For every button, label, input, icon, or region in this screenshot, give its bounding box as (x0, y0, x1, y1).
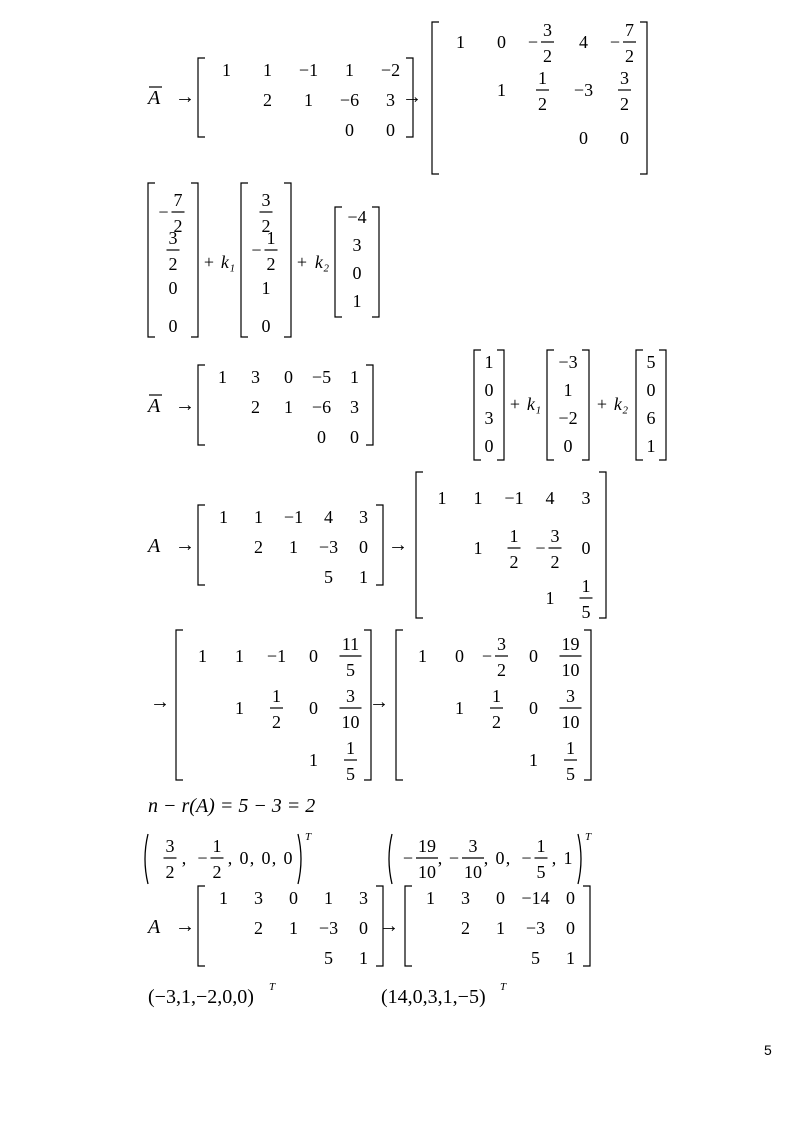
matrix-entry: 3 (350, 397, 359, 417)
left-bracket (198, 505, 205, 585)
plus-sign: + (296, 252, 308, 272)
arrow-symbol: → (379, 915, 399, 937)
arrow-symbol: → (369, 691, 389, 713)
matrix-symbol: A (148, 916, 161, 938)
matrix-entry: 1 (345, 60, 354, 80)
matrix-symbol: A (148, 535, 161, 557)
matrix-entry: 1 (473, 488, 483, 508)
matrix-entry: −1 (266, 646, 287, 666)
matrix-entry: 0 (168, 278, 178, 298)
fraction-denominator: 5 (346, 764, 355, 784)
matrix-entry: −3 (318, 537, 339, 557)
fraction-numerator: 1 (566, 738, 575, 758)
fraction-denominator: 2 (620, 94, 629, 114)
left-bracket (176, 630, 183, 780)
matrix-entry: 1 (350, 367, 359, 387)
matrix-entry: 0 (497, 32, 506, 52)
fraction-numerator: 3 (468, 836, 478, 856)
left-bracket (416, 472, 423, 618)
fraction-denominator: 10 (464, 862, 482, 882)
left-bracket (547, 350, 554, 460)
left-bracket (198, 886, 205, 966)
fraction-denominator: 2 (266, 254, 276, 274)
fraction-numerator: 7 (173, 190, 183, 210)
matrix-entry: 3 (352, 235, 362, 255)
matrix-entry: 1 (198, 646, 207, 666)
matrix-entry: 3 (359, 888, 368, 908)
matrix-entry: 0 (566, 888, 575, 908)
matrix-entry: 1 (254, 507, 263, 527)
matrix-entry: 1 (235, 698, 244, 718)
matrix-entry: 0 (350, 427, 359, 447)
tuple-text: (14,0,3,1,−5) (381, 986, 486, 1008)
fraction-numerator: 1 (538, 68, 547, 88)
plus-sign: + (509, 394, 521, 414)
arrow-symbol: → (175, 915, 195, 937)
fraction-denominator: 2 (543, 46, 552, 66)
matrix-entry: 1 (289, 918, 298, 938)
fraction-numerator: 1 (509, 526, 519, 546)
matrix-entry: 1 (563, 848, 573, 868)
matrix-entry: 3 (581, 488, 591, 508)
right-bracket (284, 183, 291, 337)
comma: , (437, 848, 443, 868)
left-bracket (405, 886, 412, 966)
transpose-sup: T (268, 981, 276, 993)
matrix-entry: −4 (347, 207, 367, 227)
left-bracket (148, 183, 155, 337)
comma: , (227, 848, 233, 868)
matrix-entry: − (535, 538, 546, 558)
matrix-entry: 1 (426, 888, 435, 908)
fraction-numerator: 19 (418, 836, 436, 856)
coefficient: k₁ (220, 252, 236, 272)
matrix-entry: 1 (352, 291, 362, 311)
matrix-entry: −1 (504, 488, 524, 508)
comma: , (181, 848, 187, 868)
matrix-entry: 1 (456, 32, 465, 52)
matrix-entry: 0 (484, 436, 494, 456)
fraction-numerator: 3 (346, 686, 355, 706)
matrix-entry: 1 (219, 888, 228, 908)
right-paren (298, 834, 301, 884)
coefficient: k₂ (314, 252, 330, 272)
plus-sign: + (203, 252, 215, 272)
matrix-entry: 0 (581, 538, 591, 558)
coefficient: k₂ (613, 394, 629, 414)
matrix-entry: 0 (352, 263, 362, 283)
matrix-entry: 0 (495, 848, 505, 868)
fraction-numerator: 11 (341, 634, 360, 654)
matrix-entry: 4 (579, 32, 588, 52)
matrix-entry: −5 (311, 367, 332, 387)
fraction-denominator: 10 (341, 712, 360, 732)
fraction-denominator: 2 (173, 216, 183, 236)
matrix-symbol: A (148, 395, 161, 417)
comma: , (249, 848, 255, 868)
matrix-entry: 0 (261, 316, 271, 336)
matrix-entry: −3 (318, 918, 339, 938)
tuple-text: (−3,1,−2,0,0) (148, 986, 254, 1008)
matrix-entry: 3 (254, 888, 263, 908)
fraction-denominator: 2 (261, 216, 271, 236)
matrix-entry: −1 (298, 60, 319, 80)
left-bracket (396, 630, 403, 780)
matrix-entry: 1 (304, 90, 313, 110)
matrix-entry: 0 (317, 427, 326, 447)
matrix-entry: 1 (437, 488, 447, 508)
matrix-entry: 0 (496, 888, 505, 908)
right-paren (578, 834, 581, 884)
arrow-symbol: → (175, 86, 195, 108)
matrix-entry: 0 (563, 436, 573, 456)
arrow-symbol: → (388, 534, 408, 556)
matrix-entry: 1 (218, 367, 227, 387)
matrix-entry: 0 (455, 646, 464, 666)
matrix-entry: 0 (620, 128, 629, 148)
matrix-entry: 0 (168, 316, 178, 336)
matrix-entry: 4 (324, 507, 333, 527)
left-bracket (198, 58, 205, 137)
arrow-symbol: → (150, 691, 170, 713)
left-bracket (335, 207, 342, 317)
fraction-numerator: 1 (581, 576, 591, 596)
right-bracket (582, 350, 589, 460)
matrix-entry: − (521, 848, 532, 868)
matrix-entry: − (251, 240, 262, 260)
fraction-numerator: 3 (497, 634, 506, 654)
left-bracket (432, 22, 439, 174)
fraction-denominator: 2 (212, 862, 222, 882)
left-paren (389, 834, 392, 884)
matrix-entry: 5 (324, 948, 333, 968)
matrix-entry: 1 (529, 750, 538, 770)
matrix-entry: 5 (324, 567, 333, 587)
matrix-entry: 0 (646, 380, 656, 400)
matrix-entry: −3 (525, 918, 546, 938)
matrix-entry: 2 (254, 537, 263, 557)
matrix-entry: − (158, 202, 169, 222)
fraction-denominator: 5 (536, 862, 546, 882)
matrix-entry: −3 (558, 352, 578, 372)
fraction-numerator: 7 (625, 20, 634, 40)
matrix-entry: −14 (521, 888, 550, 908)
matrix-entry: 1 (261, 278, 271, 298)
right-bracket (599, 472, 606, 618)
matrix-entry: 1 (563, 380, 573, 400)
matrix-entry: −2 (558, 408, 578, 428)
matrix-entry: 6 (646, 408, 656, 428)
fraction-denominator: 2 (625, 46, 634, 66)
matrix-entry: 0 (309, 646, 318, 666)
right-bracket (640, 22, 647, 174)
matrix-entry: 1 (263, 60, 272, 80)
fraction-denominator: 5 (346, 660, 355, 680)
left-bracket (636, 350, 643, 460)
fraction-denominator: 5 (566, 764, 575, 784)
fraction-denominator: 2 (272, 712, 281, 732)
matrix-entry: 1 (455, 698, 464, 718)
right-bracket (659, 350, 666, 460)
comma: , (483, 848, 489, 868)
matrix-entry: −1 (283, 507, 304, 527)
plus-sign: + (596, 394, 608, 414)
fraction-numerator: 1 (536, 836, 546, 856)
fraction-denominator: 10 (418, 862, 436, 882)
matrix-entry: − (197, 848, 208, 868)
matrix-symbol: A (148, 87, 161, 109)
matrix-entry: 1 (497, 80, 506, 100)
transpose-sup: T (499, 981, 507, 993)
matrix-entry: 5 (646, 352, 656, 372)
matrix-entry: 1 (646, 436, 656, 456)
matrix-entry: 0 (359, 537, 368, 557)
matrix-entry: − (448, 848, 460, 868)
matrix-entry: − (402, 848, 414, 868)
matrix-entry: 0 (566, 918, 575, 938)
fraction-numerator: 3 (550, 526, 560, 546)
matrix-entry: −2 (380, 60, 401, 80)
coefficient: k₁ (526, 394, 542, 414)
left-bracket (241, 183, 248, 337)
matrix-entry: 0 (386, 120, 395, 140)
fraction-denominator: 2 (165, 862, 175, 882)
fraction-numerator: 1 (212, 836, 222, 856)
matrix-entry: 0 (284, 367, 293, 387)
transpose-sup: T (304, 831, 312, 843)
matrix-entry: −6 (339, 90, 360, 110)
matrix-entry: 3 (386, 90, 395, 110)
matrix-entry: 1 (484, 352, 494, 372)
fraction-numerator: 1 (272, 686, 281, 706)
matrix-entry: 3 (251, 367, 260, 387)
matrix-entry: 0 (283, 848, 293, 868)
fraction-numerator: 1 (266, 228, 276, 248)
matrix-entry: 1 (309, 750, 318, 770)
fraction-denominator: 2 (509, 552, 519, 572)
matrix-entry: 1 (473, 538, 483, 558)
fraction-numerator: 3 (566, 686, 575, 706)
matrix-entry: 1 (359, 567, 368, 587)
fraction-denominator: 2 (550, 552, 560, 572)
fraction-denominator: 2 (492, 712, 501, 732)
matrix-entry: 1 (235, 646, 244, 666)
fraction-numerator: 1 (346, 738, 355, 758)
matrix-entry: 0 (239, 848, 249, 868)
comma: , (271, 848, 277, 868)
matrix-entry: 1 (566, 948, 575, 968)
fraction-denominator: 10 (561, 660, 580, 680)
left-bracket (474, 350, 481, 460)
page-number: 5 (764, 1042, 772, 1058)
fraction-numerator: 3 (261, 190, 271, 210)
matrix-entry: 3 (359, 507, 368, 527)
left-bracket (198, 365, 205, 445)
fraction-numerator: 19 (561, 634, 580, 654)
comma: , (551, 848, 557, 868)
fraction-numerator: 3 (168, 228, 178, 248)
matrix-entry: 0 (359, 918, 368, 938)
comma: , (505, 848, 511, 868)
matrix-entry: 0 (529, 646, 538, 666)
right-bracket (366, 365, 373, 445)
matrix-entry: 0 (289, 888, 298, 908)
fraction-numerator: 3 (543, 20, 552, 40)
right-bracket (372, 207, 379, 317)
matrix-entry: 0 (309, 698, 318, 718)
matrix-entry: 1 (418, 646, 427, 666)
right-bracket (376, 505, 383, 585)
transpose-sup: T (584, 831, 592, 843)
fraction-numerator: 1 (492, 686, 501, 706)
matrix-entry: 2 (251, 397, 260, 417)
matrix-entry: 5 (531, 948, 540, 968)
matrix-entry: − (527, 32, 539, 52)
rank-equation: n − r(A) = 5 − 3 = 2 (148, 795, 316, 817)
fraction-denominator: 2 (538, 94, 547, 114)
matrix-entry: 3 (461, 888, 470, 908)
right-bracket (191, 183, 198, 337)
matrix-entry: 2 (263, 90, 272, 110)
matrix-entry: 3 (484, 408, 494, 428)
matrix-entry: 1 (545, 588, 555, 608)
matrix-entry: − (609, 32, 621, 52)
matrix-entry: 0 (345, 120, 354, 140)
matrix-entry: 0 (484, 380, 494, 400)
arrow-symbol: → (402, 86, 422, 108)
matrix-entry: − (481, 646, 493, 666)
arrow-symbol: → (175, 394, 195, 416)
matrix-entry: 1 (324, 888, 333, 908)
fraction-numerator: 3 (165, 836, 175, 856)
fraction-numerator: 3 (620, 68, 629, 88)
arrow-symbol: → (175, 534, 195, 556)
fraction-denominator: 2 (497, 660, 506, 680)
matrix-entry: 4 (545, 488, 555, 508)
left-paren (145, 834, 148, 884)
matrix-entry: 1 (289, 537, 298, 557)
matrix-entry: 0 (529, 698, 538, 718)
matrix-entry: −3 (573, 80, 594, 100)
matrix-entry: 1 (284, 397, 293, 417)
matrix-entry: 2 (254, 918, 263, 938)
matrix-entry: 0 (579, 128, 588, 148)
matrix-entry: 2 (461, 918, 470, 938)
matrix-entry: 1 (219, 507, 228, 527)
fraction-denominator: 2 (168, 254, 178, 274)
matrix-entry: 1 (496, 918, 505, 938)
fraction-denominator: 10 (561, 712, 580, 732)
right-bracket (583, 886, 590, 966)
fraction-denominator: 5 (581, 602, 591, 622)
matrix-entry: 1 (359, 948, 368, 968)
matrix-entry: 1 (222, 60, 231, 80)
matrix-entry: 0 (261, 848, 271, 868)
matrix-entry: −6 (311, 397, 332, 417)
right-bracket (584, 630, 591, 780)
right-bracket (497, 350, 504, 460)
